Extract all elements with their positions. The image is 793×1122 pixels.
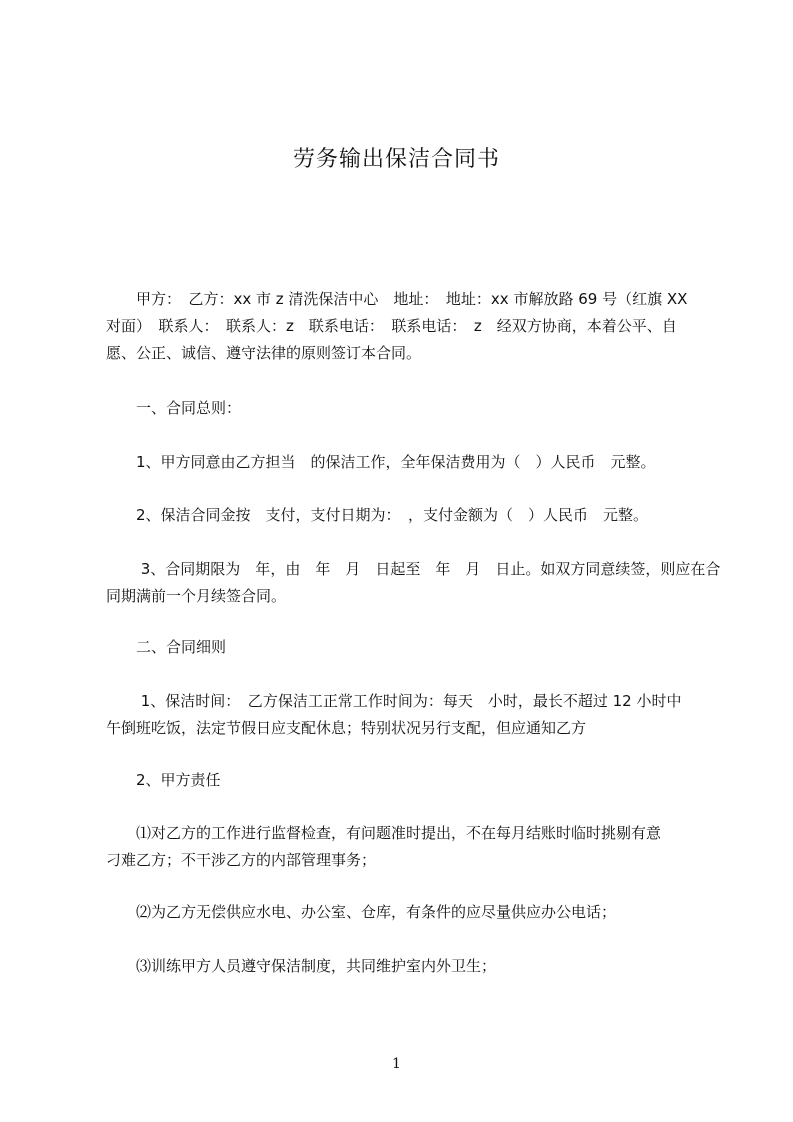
document-title: 劳务输出保洁合同书 <box>292 147 500 172</box>
duty-2-text: ⑵为乙方无偿供应水电、办公室、仓库，有条件的应尽量供应办公电话； <box>106 903 617 921</box>
duty-1 <box>106 820 710 874</box>
section2-heading <box>106 634 710 661</box>
intro-line-2: 对面） 联系人： 联系人：z 联系电话： 联系电话： z 经双方协商，本着公平、自 <box>106 317 677 335</box>
duty-1-line-2: 刁难乙方；不干涉乙方的内部管理事务； <box>106 851 377 869</box>
duty-3-text: ⑶训练甲方人员遵守保洁制度，共同维护室内外卫生； <box>106 957 497 975</box>
intro-line-3: 愿、公正、诚信、遵守法律的原则签订本合同。 <box>106 344 422 362</box>
clause-1-1-text: 1、甲方同意由乙方担当 的保洁工作，全年保洁费用为（ ）人民币 元整。 <box>106 453 656 471</box>
clause-2-1-line-2: 午倒班吃饭，法定节假日应支配休息；特别状况另行支配，但应通知乙方 <box>106 719 587 737</box>
clause-1-1 <box>106 449 710 476</box>
clause-1-3-line-1: 3、合同期限为 年，由 年 月 日起至 年 月 日止。如双方同意续签，则应在合 <box>106 560 721 578</box>
clause-1-3 <box>106 556 721 610</box>
page-number: 1 <box>392 1056 401 1072</box>
section1-heading-text: 一、合同总则： <box>106 399 242 417</box>
clause-1-3-line-2: 同期满前一个月续签合同。 <box>106 587 287 605</box>
duty-3 <box>106 953 710 980</box>
intro-paragraph <box>106 286 710 367</box>
section2-heading-text: 二、合同细则 <box>106 638 227 656</box>
intro-line-1: 甲方： 乙方：xx 市 z 清洗保洁中心 地址： 地址：xx 市解放路 69 号（红旗 XX <box>106 290 688 308</box>
clause-1-2-text: 2、保洁合同金按 支付，支付日期为： ，支付金额为（ ）人民币 元整。 <box>106 506 649 524</box>
duty-2 <box>106 899 710 926</box>
clause-1-2 <box>106 502 710 529</box>
duty-1-line-1: ⑴对乙方的工作进行监督检查，有问题准时提出，不在每月结账时临时挑剔有意 <box>106 824 662 842</box>
clause-2-2-heading <box>106 767 710 794</box>
clause-2-1 <box>106 688 710 742</box>
section1-heading <box>106 395 710 422</box>
clause-2-2-heading-text: 2、甲方责任 <box>106 771 221 789</box>
clause-2-1-line-1: 1、保洁时间： 乙方保洁工正常工作时间为：每天 小时，最长不超过 12 小时中 <box>106 692 682 710</box>
